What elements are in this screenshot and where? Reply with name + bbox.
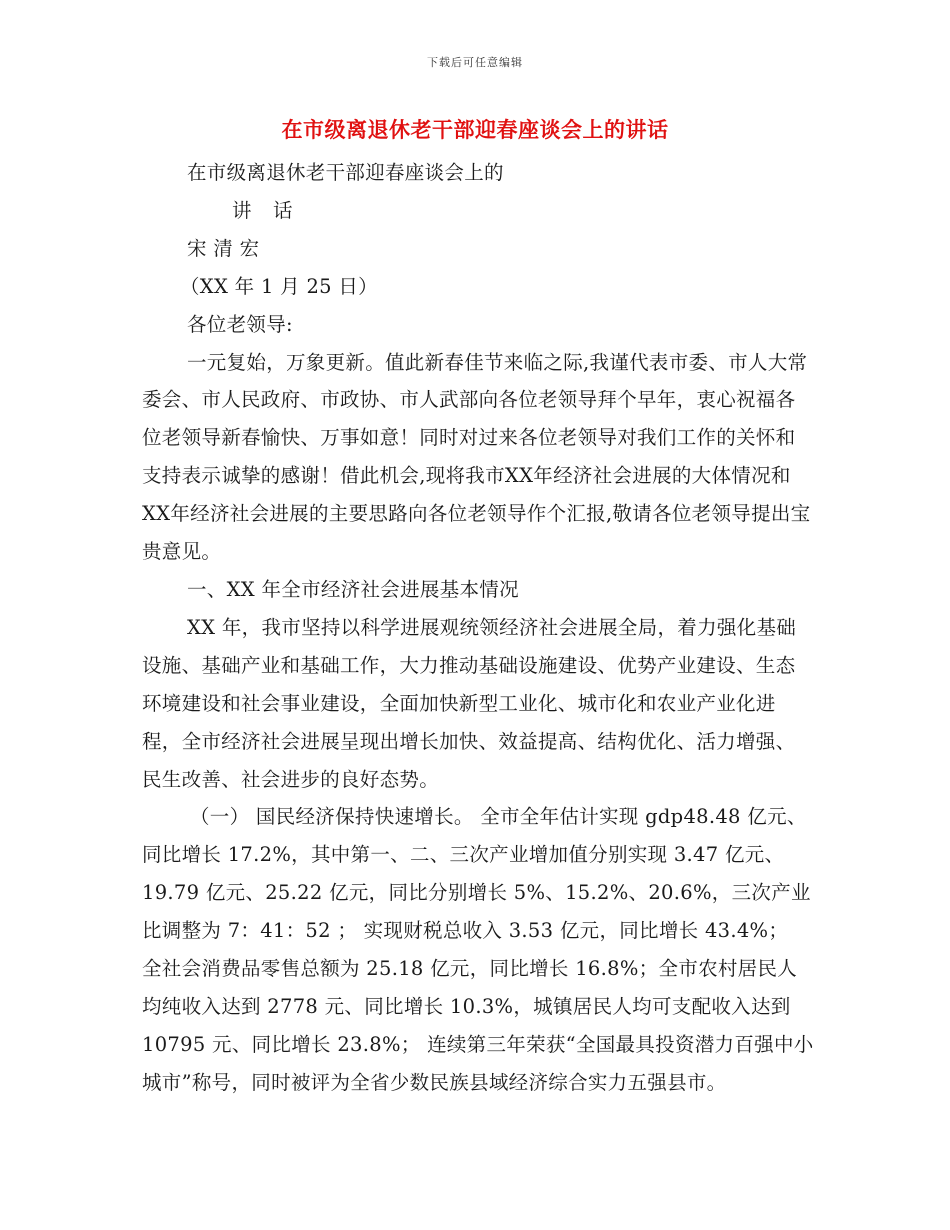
document-title: 在市级离退休老干部迎春座谈会上的讲话 xyxy=(281,117,669,142)
subtitle-speech xyxy=(142,192,814,230)
paragraph-opening: 一元复始，万象更新。值此新春佳节来临之际,我谨代表市委、市人大常委会、市人民政府、市政协、市人武部向各位老领导拜个早年，衷心祝福各位老领导新春愉快、万事如意！同时对过来各位老领导对我们工作的关怀和支持表示诚挚的感谢！借此机会,现将我市XX年经济社会进展的大体情况和XX年经济社会进展的主要思路向各位老领导作个汇报,敬请各位老领导提出宝贵意见。 xyxy=(142,350,811,564)
paragraph-overview: XX 年，我市坚持以科学进展观统领经济社会进展全局，着力强化基础设施、基础产业和基础工作，大力推动基础设施建设、优势产业建设、生态环境建设和社会事业建设，全面加快新型工业化、城市化和农业产业化进程，全市经济社会进展呈现出增长加快、效益提高、结构优化、活力增强、民生改善、社会进步的良好态势。 xyxy=(142,615,797,791)
speech-date: （XX 年 1 月 25 日） xyxy=(180,274,378,298)
document-body xyxy=(142,154,814,1102)
subtitle-speech-char-2: 话 xyxy=(273,198,293,222)
paragraph-economy: （一） 国民经济保持快速增长。 全市全年估计实现 gdp48.48 亿元、 同比增长 17.2%，其中第一、二、三次产业增加值分别实现 3.47 亿元、19.79 亿元、25.22 亿元，同比分别增长 5%、15.2%、20.6%，三次产业比调整为 7：41：52 ； 实现财税总收入 3.53 亿元，同比增长 43.4%； 全社会消费品零售总额为 25.18 亿元，同比增长 16.8%；全市农村居民人均纯收入达到 2778 元、同比增长 10.3%，城镇居民人均可支配收入达到 10795 元、同比增长 23.8%； 连续第三年荣获“全国最具投资潜力百强中小城市”称号，同时被评为全省少数民族县域经济综合实力五强县市。 xyxy=(142,805,814,1094)
subtitle-line: 在市级离退休老干部迎春座谈会上的 xyxy=(187,161,504,184)
section-heading: 一、XX 年全市经济社会进展基本情况 xyxy=(187,577,519,601)
subtitle-speech-char-1: 讲 xyxy=(232,198,252,222)
author-name: 宋 清 宏 xyxy=(187,236,260,260)
page-header-note: 下载后可任意编辑 xyxy=(427,56,523,69)
salutation: 各位老领导: xyxy=(187,312,293,336)
